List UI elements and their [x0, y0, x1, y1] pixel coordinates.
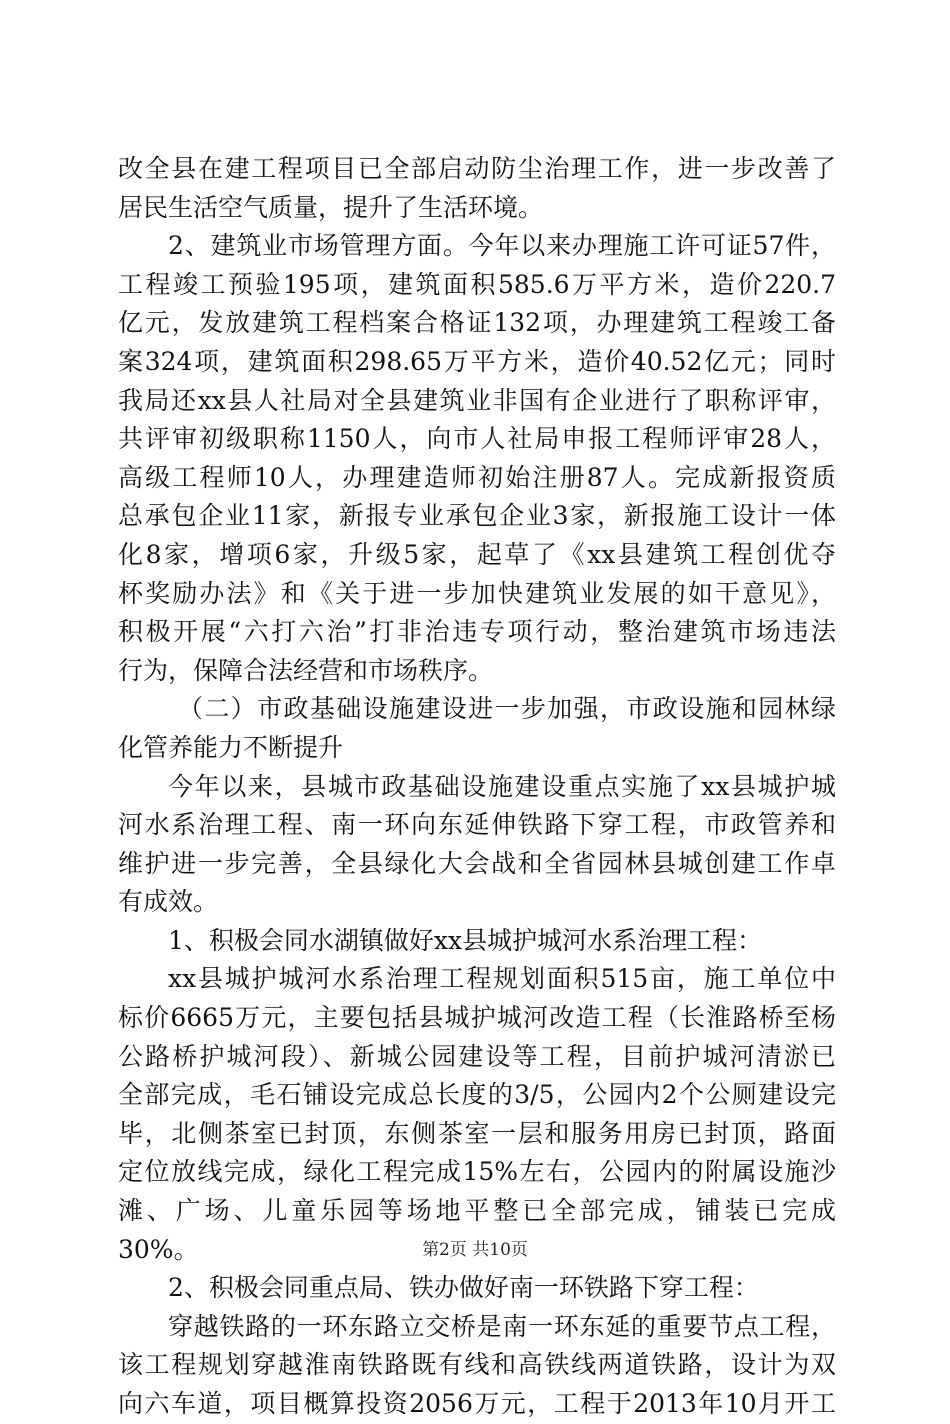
text-line: 2、建筑业市场管理方面。今年以来办理施工许可证57件， — [168, 231, 836, 261]
text-line: 全部完成，毛石铺设完成总长度的3/5，公园内2个公厕建设完 — [118, 1080, 836, 1110]
text-line: 案324项，建筑面积298.65万平方米，造价40.52亿元；同时 — [118, 346, 836, 376]
text-line: 我局还xx县人社局对全县建筑业非国有企业进行了职称评审， — [118, 385, 836, 415]
text-line: 积极开展“六打六治”打非治违专项行动，整治建筑市场违法 — [118, 617, 836, 647]
text-line: 亿元，发放建筑工程档案合格证132项，办理建筑工程竣工备 — [118, 308, 836, 338]
text-line: 滩、广场、儿童乐园等场地平整已全部完成，铺装已完成 — [118, 1196, 836, 1226]
text-line: 公路桥护城河段）、新城公园建设等工程，目前护城河清淤已 — [118, 1041, 836, 1071]
text-line: 居民生活空气质量，提升了生活环境。 — [118, 192, 544, 222]
text-line: 维护进一步完善，全县绿化大会战和全省园林县城创建工作卓 — [118, 848, 836, 878]
text-line: xx县城护城河水系治理工程规划面积515亩，施工单位中 — [168, 964, 836, 994]
text-line: 行为，保障合法经营和市场秩序。 — [118, 655, 494, 685]
text-line: 河水系治理工程、南一环向东延伸铁路下穿工程，市政管养和 — [118, 810, 836, 840]
text-line: 定位放线完成，绿化工程完成15%左右，公园内的附属设施沙 — [118, 1157, 836, 1187]
text-line: 改全县在建工程项目已全部启动防尘治理工作，进一步改善了 — [118, 154, 836, 183]
text-line: 毕，北侧茶室已封顶，东侧茶室一层和服务用房已封顶，路面 — [118, 1118, 836, 1148]
text-line: 该工程规划穿越淮南铁路既有线和高铁线两道铁路，设计为双 — [118, 1350, 836, 1380]
text-line: 标价6665万元，主要包括县城护城河改造工程（长淮路桥至杨 — [118, 1003, 836, 1033]
document-body — [118, 150, 836, 1424]
text-line: 30%。 — [118, 1234, 199, 1264]
subheading-line: 2、积极会同重点局、铁办做好南一环铁路下穿工程： — [168, 1273, 759, 1303]
text-line: 杯奖励办法》和《关于进一步加快建筑业发展的如干意见》， — [118, 578, 836, 608]
text-line: 化8家，增项6家，升级5家，起草了《xx县建筑工程创优夺 — [118, 539, 836, 569]
text-line: 有成效。 — [118, 887, 219, 917]
text-line: 共评审初级职称1150人，向市人社局申报工程师评审28人， — [118, 424, 836, 454]
text-line: 穿越铁路的一环东路立交桥是南一环东延的重要节点工程， — [168, 1311, 836, 1341]
text-line: 今年以来，县城市政基础设施建设重点实施了xx县城护城 — [168, 771, 836, 801]
text-line: 向六车道，项目概算投资2056万元，工程于2013年10月开工 — [118, 1389, 836, 1418]
section-heading-line: （二）市政基础设施建设进一步加强，市政设施和园林绿 — [178, 694, 836, 724]
section-heading-line: 化管养能力不断提升 — [118, 732, 344, 762]
text-line: 工程竣工预验195项，建筑面积585.6万平方米，造价220.7 — [118, 269, 836, 299]
text-line: 总承包企业11家，新报专业承包企业3家，新报施工设计一体 — [118, 501, 836, 531]
subheading-line: 1、积极会同水湖镇做好xx县城护城河水系治理工程： — [168, 925, 763, 955]
text-line: 高级工程师10人，办理建造师初始注册87人。完成新报资质 — [118, 462, 836, 492]
page-number-footer: 第2页 共10页 — [422, 1240, 528, 1260]
